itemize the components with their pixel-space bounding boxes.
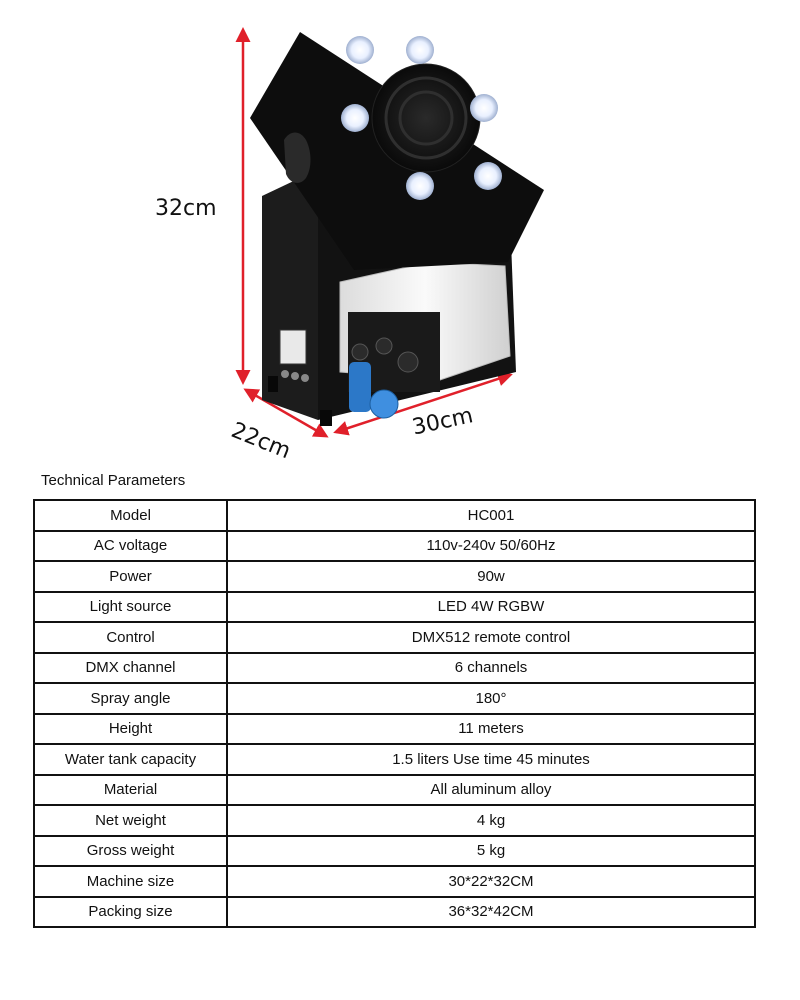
table-row: [34, 683, 755, 714]
table-row: [34, 775, 755, 806]
product-figure: [0, 0, 800, 470]
table-row: [34, 622, 755, 653]
control-button: [291, 372, 299, 380]
param-name: Control: [34, 622, 227, 653]
led-light: [470, 94, 498, 122]
param-name: Machine size: [34, 866, 227, 897]
led-light: [406, 172, 434, 200]
led-light: [346, 36, 374, 64]
table-row: [34, 531, 755, 562]
param-name: Packing size: [34, 897, 227, 928]
section-title: Technical Parameters: [41, 472, 186, 489]
table-row: [34, 744, 755, 775]
param-value: 5 kg: [227, 836, 755, 867]
led-light: [406, 36, 434, 64]
table-row: [34, 592, 755, 623]
param-name: Model: [34, 500, 227, 531]
param-name: Light source: [34, 592, 227, 623]
table-row: [34, 500, 755, 531]
param-value: 1.5 liters Use time 45 minutes: [227, 744, 755, 775]
param-value: DMX512 remote control: [227, 622, 755, 653]
table-row: [34, 836, 755, 867]
param-name: AC voltage: [34, 531, 227, 562]
param-value: 30*22*32CM: [227, 866, 755, 897]
fog-machine-illustration: [0, 0, 800, 470]
param-value: All aluminum alloy: [227, 775, 755, 806]
height-dimension-label: 32cm: [155, 196, 217, 221]
table-row: [34, 805, 755, 836]
param-name: DMX channel: [34, 653, 227, 684]
param-name: Spray angle: [34, 683, 227, 714]
table-row: [34, 866, 755, 897]
param-name: Net weight: [34, 805, 227, 836]
param-value: HC001: [227, 500, 755, 531]
param-value: 110v-240v 50/60Hz: [227, 531, 755, 562]
param-value: 180°: [227, 683, 755, 714]
param-name: Power: [34, 561, 227, 592]
table-row: [34, 653, 755, 684]
param-value: 90w: [227, 561, 755, 592]
depth-dimension-label: 22cm: [227, 418, 295, 465]
param-name: Material: [34, 775, 227, 806]
technical-parameters-table: [33, 499, 756, 928]
control-button: [301, 374, 309, 382]
param-name: Gross weight: [34, 836, 227, 867]
display-screen: [280, 330, 306, 364]
param-value: 4 kg: [227, 805, 755, 836]
param-value: 11 meters: [227, 714, 755, 745]
param-name: Height: [34, 714, 227, 745]
param-name: Water tank capacity: [34, 744, 227, 775]
table-row: [34, 561, 755, 592]
param-value: 36*32*42CM: [227, 897, 755, 928]
param-value: LED 4W RGBW: [227, 592, 755, 623]
width-dimension-label: 30cm: [410, 403, 476, 441]
power-connector: [349, 362, 371, 412]
led-light: [474, 162, 502, 190]
led-light: [341, 104, 369, 132]
table-row: [34, 897, 755, 928]
param-value: 6 channels: [227, 653, 755, 684]
power-plug: [370, 390, 398, 418]
fan-grille: [372, 64, 480, 172]
control-button: [281, 370, 289, 378]
table-row: [34, 714, 755, 745]
